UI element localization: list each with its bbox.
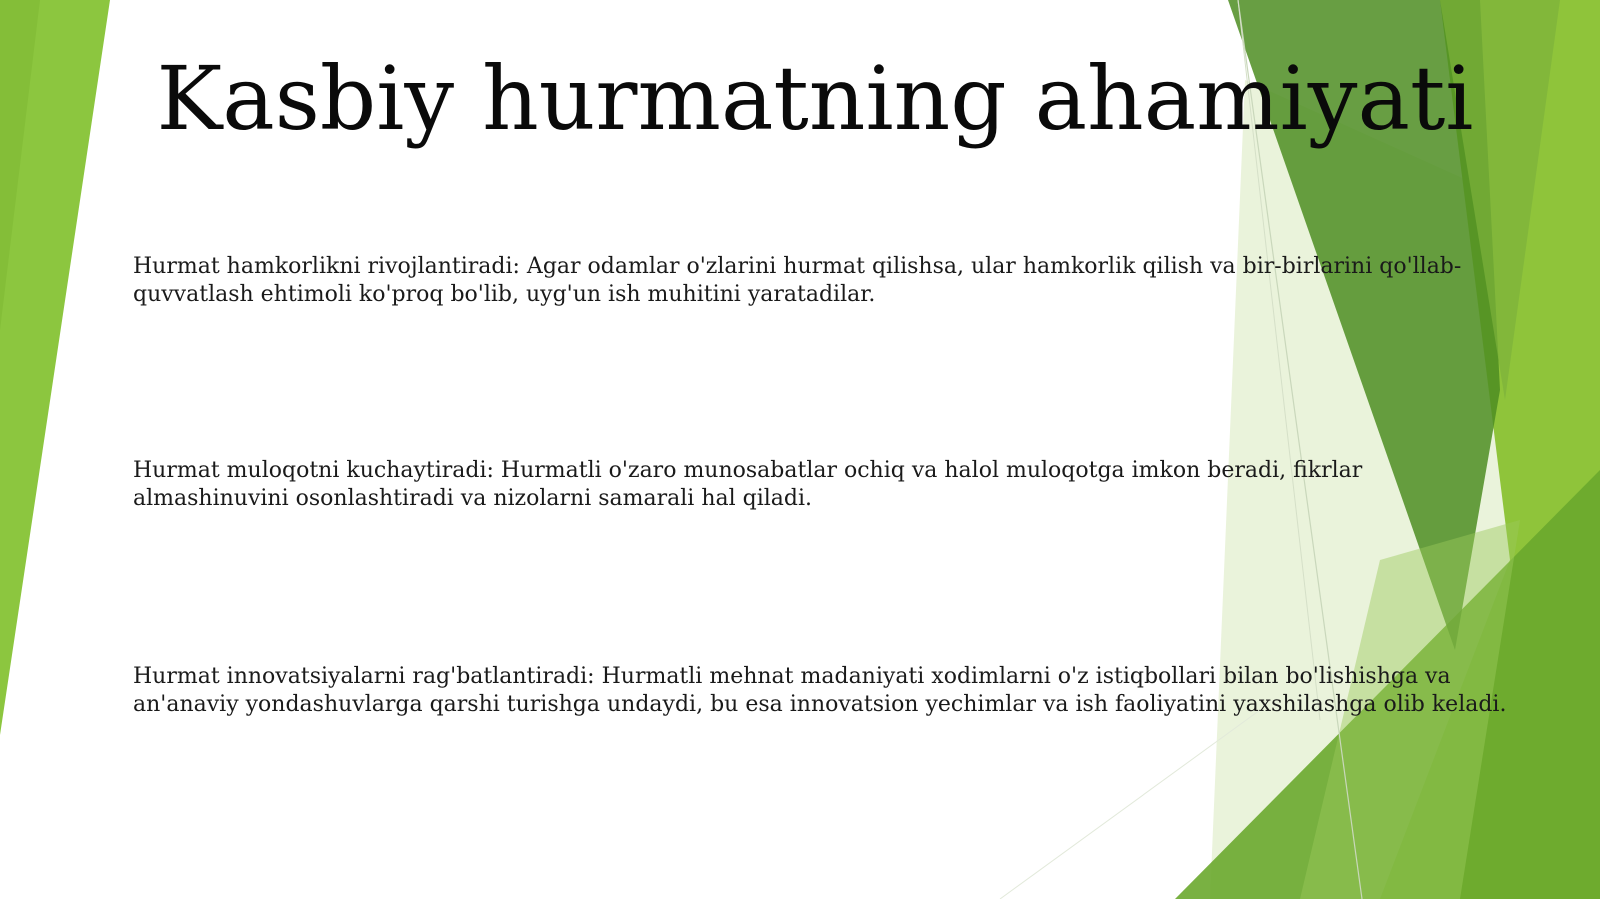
bullet-paragraph-2: Hurmat muloqotni kuchaytiradi: Hurmatli o'zaro munosabatlar ochiq va halol muloqotga imkon beradi, fikrlar almashinuvini osonlashtiradi va nizolarni samarali hal qiladi. xyxy=(133,458,1363,511)
bullet-paragraph-1: Hurmat hamkorlikni rivojlantiradi: Agar odamlar o'zlarini hurmat qilishsa, ular hamkorlik qilish va bir-birlarini qo'llab-quvvatlash ehtimoli ko'proq bo'lib, uyg'un ish muhitini yaratadilar. xyxy=(133,254,1462,307)
bullet-paragraph-3: Hurmat innovatsiyalarni rag'batlantiradi: Hurmatli mehnat madaniyati xodimlarni o'z istiqbollari bilan bo'lishishga va an'anaviy yondashuvlarga qarshi turishga undaydi, bu esa innovatsion yechimlar va ish faoliyatini yaxshilashga olib keladi. xyxy=(133,664,1507,717)
slide-title: Kasbiy hurmatning ahamiyati xyxy=(156,47,1474,150)
